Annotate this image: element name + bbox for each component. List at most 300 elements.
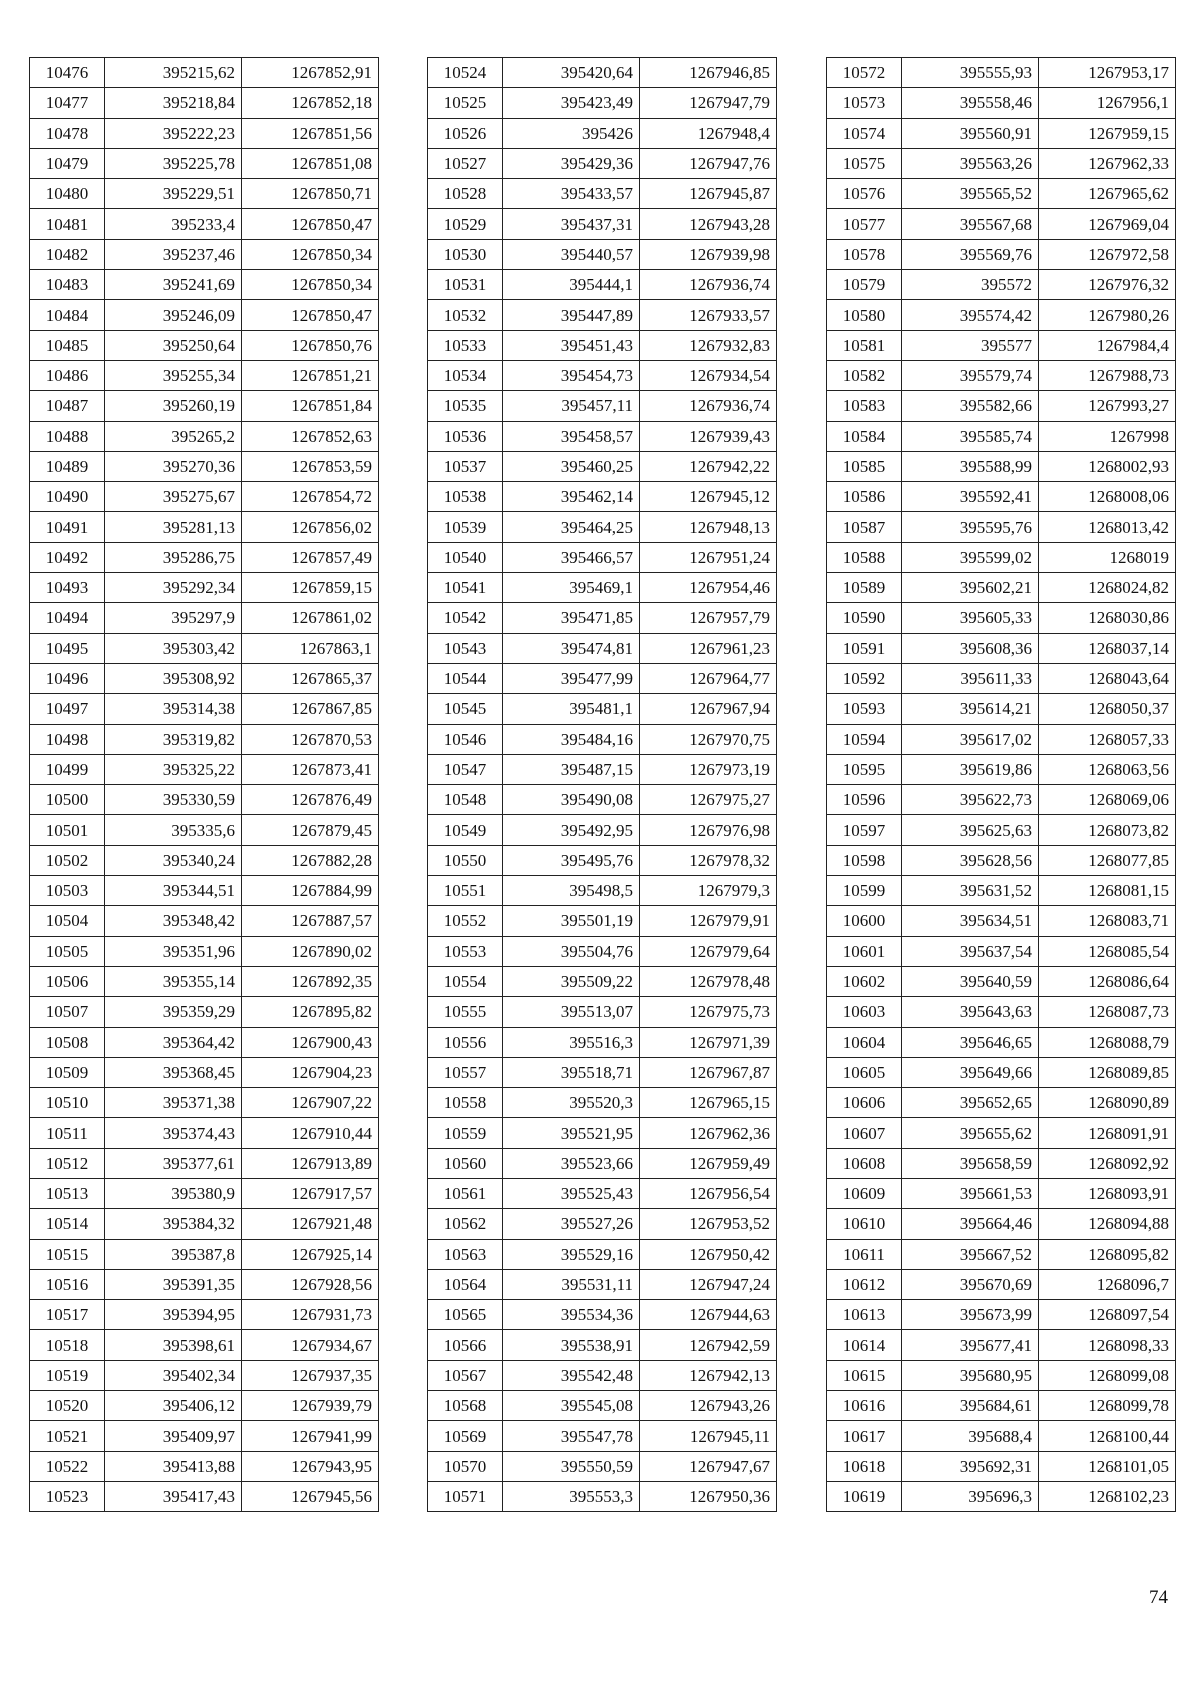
point-number-cell: 10486 xyxy=(30,360,105,390)
point-number-cell: 10563 xyxy=(428,1239,503,1269)
table-row xyxy=(428,270,777,300)
y-coordinate-cell: 1267965,15 xyxy=(640,1088,777,1118)
table-row xyxy=(827,1057,1176,1087)
point-number-cell: 10518 xyxy=(30,1330,105,1360)
x-coordinate-cell: 395314,38 xyxy=(105,694,242,724)
y-coordinate-cell: 1268092,92 xyxy=(1039,1148,1176,1178)
point-number-cell: 10488 xyxy=(30,421,105,451)
x-coordinate-cell: 395487,15 xyxy=(503,754,640,784)
table-row xyxy=(428,906,777,936)
y-coordinate-cell: 1267851,21 xyxy=(242,360,379,390)
y-coordinate-cell: 1267957,79 xyxy=(640,603,777,633)
x-coordinate-cell: 395614,21 xyxy=(902,694,1039,724)
x-coordinate-cell: 395555,93 xyxy=(902,58,1039,88)
table-row xyxy=(30,1421,379,1451)
y-coordinate-cell: 1268030,86 xyxy=(1039,603,1176,633)
y-coordinate-cell: 1267917,57 xyxy=(242,1178,379,1208)
x-coordinate-cell: 395477,99 xyxy=(503,663,640,693)
y-coordinate-cell: 1267953,17 xyxy=(1039,58,1176,88)
table-row xyxy=(30,482,379,512)
x-coordinate-cell: 395409,97 xyxy=(105,1421,242,1451)
x-coordinate-cell: 395545,08 xyxy=(503,1391,640,1421)
x-coordinate-cell: 395569,76 xyxy=(902,239,1039,269)
table-row xyxy=(428,542,777,572)
table-row xyxy=(827,482,1176,512)
table-row xyxy=(428,88,777,118)
table-row xyxy=(827,1178,1176,1208)
point-number-cell: 10495 xyxy=(30,633,105,663)
point-number-cell: 10593 xyxy=(827,694,902,724)
point-number-cell: 10607 xyxy=(827,1118,902,1148)
table-row xyxy=(428,330,777,360)
x-coordinate-cell: 395364,42 xyxy=(105,1027,242,1057)
y-coordinate-cell: 1267925,14 xyxy=(242,1239,379,1269)
point-number-cell: 10562 xyxy=(428,1209,503,1239)
x-coordinate-cell: 395585,74 xyxy=(902,421,1039,451)
table-row xyxy=(30,906,379,936)
point-number-cell: 10530 xyxy=(428,239,503,269)
y-coordinate-cell: 1267859,15 xyxy=(242,573,379,603)
x-coordinate-cell: 395255,34 xyxy=(105,360,242,390)
x-coordinate-cell: 395319,82 xyxy=(105,724,242,754)
point-number-cell: 10485 xyxy=(30,330,105,360)
x-coordinate-cell: 395384,32 xyxy=(105,1209,242,1239)
y-coordinate-cell: 1267959,49 xyxy=(640,1148,777,1178)
y-coordinate-cell: 1267932,83 xyxy=(640,330,777,360)
point-number-cell: 10592 xyxy=(827,663,902,693)
y-coordinate-cell: 1267857,49 xyxy=(242,542,379,572)
x-coordinate-cell: 395394,95 xyxy=(105,1300,242,1330)
point-number-cell: 10552 xyxy=(428,906,503,936)
table-row xyxy=(827,845,1176,875)
y-coordinate-cell: 1268057,33 xyxy=(1039,724,1176,754)
table-row xyxy=(30,58,379,88)
y-coordinate-cell: 1267870,53 xyxy=(242,724,379,754)
table-row xyxy=(30,1057,379,1087)
table-row xyxy=(428,300,777,330)
y-coordinate-cell: 1267988,73 xyxy=(1039,360,1176,390)
point-number-cell: 10591 xyxy=(827,633,902,663)
point-number-cell: 10545 xyxy=(428,694,503,724)
point-number-cell: 10501 xyxy=(30,815,105,845)
x-coordinate-cell: 395377,61 xyxy=(105,1148,242,1178)
table-row xyxy=(827,633,1176,663)
table-row xyxy=(428,663,777,693)
table-row xyxy=(30,360,379,390)
point-number-cell: 10516 xyxy=(30,1269,105,1299)
y-coordinate-cell: 1268091,91 xyxy=(1039,1118,1176,1148)
point-number-cell: 10491 xyxy=(30,512,105,542)
y-coordinate-cell: 1267942,59 xyxy=(640,1330,777,1360)
table-row xyxy=(428,633,777,663)
x-coordinate-cell: 395447,89 xyxy=(503,300,640,330)
point-number-cell: 10517 xyxy=(30,1300,105,1330)
y-coordinate-cell: 1267945,87 xyxy=(640,179,777,209)
point-number-cell: 10476 xyxy=(30,58,105,88)
x-coordinate-cell: 395458,57 xyxy=(503,421,640,451)
x-coordinate-cell: 395599,02 xyxy=(902,542,1039,572)
x-coordinate-cell: 395608,36 xyxy=(902,633,1039,663)
point-number-cell: 10540 xyxy=(428,542,503,572)
point-number-cell: 10582 xyxy=(827,360,902,390)
y-coordinate-cell: 1267993,27 xyxy=(1039,391,1176,421)
table-row xyxy=(428,391,777,421)
table-row xyxy=(30,270,379,300)
x-coordinate-cell: 395292,34 xyxy=(105,573,242,603)
table-row xyxy=(30,421,379,451)
table-row xyxy=(30,1178,379,1208)
table-row xyxy=(30,1148,379,1178)
x-coordinate-cell: 395460,25 xyxy=(503,451,640,481)
y-coordinate-cell: 1267978,32 xyxy=(640,845,777,875)
table-row xyxy=(428,1118,777,1148)
x-coordinate-cell: 395680,95 xyxy=(902,1360,1039,1390)
y-coordinate-cell: 1267944,63 xyxy=(640,1300,777,1330)
point-number-cell: 10617 xyxy=(827,1421,902,1451)
point-number-cell: 10580 xyxy=(827,300,902,330)
y-coordinate-cell: 1267867,85 xyxy=(242,694,379,724)
x-coordinate-cell: 395368,45 xyxy=(105,1057,242,1087)
table-row xyxy=(827,1360,1176,1390)
y-coordinate-cell: 1267970,75 xyxy=(640,724,777,754)
point-number-cell: 10542 xyxy=(428,603,503,633)
table-row xyxy=(827,330,1176,360)
table-row xyxy=(827,966,1176,996)
table-row xyxy=(428,724,777,754)
x-coordinate-cell: 395325,22 xyxy=(105,754,242,784)
y-coordinate-cell: 1267979,91 xyxy=(640,906,777,936)
table-row xyxy=(428,1178,777,1208)
x-coordinate-cell: 395225,78 xyxy=(105,148,242,178)
y-coordinate-cell: 1267953,52 xyxy=(640,1209,777,1239)
x-coordinate-cell: 395501,19 xyxy=(503,906,640,936)
x-coordinate-cell: 395335,6 xyxy=(105,815,242,845)
point-number-cell: 10510 xyxy=(30,1088,105,1118)
table-row xyxy=(428,815,777,845)
table-row xyxy=(827,1451,1176,1481)
table-row xyxy=(428,1239,777,1269)
y-coordinate-cell: 1267998 xyxy=(1039,421,1176,451)
point-number-cell: 10538 xyxy=(428,482,503,512)
x-coordinate-cell: 395423,49 xyxy=(503,88,640,118)
table-row xyxy=(30,1391,379,1421)
y-coordinate-cell: 1267882,28 xyxy=(242,845,379,875)
point-number-cell: 10602 xyxy=(827,966,902,996)
page-number: 74 xyxy=(1149,1587,1168,1608)
x-coordinate-cell: 395344,51 xyxy=(105,876,242,906)
point-number-cell: 10512 xyxy=(30,1148,105,1178)
point-number-cell: 10490 xyxy=(30,482,105,512)
table-row xyxy=(827,754,1176,784)
table-row xyxy=(30,845,379,875)
x-coordinate-cell: 395498,5 xyxy=(503,876,640,906)
x-coordinate-cell: 395215,62 xyxy=(105,58,242,88)
x-coordinate-cell: 395550,59 xyxy=(503,1451,640,1481)
y-coordinate-cell: 1267921,48 xyxy=(242,1209,379,1239)
point-number-cell: 10526 xyxy=(428,118,503,148)
x-coordinate-cell: 395481,1 xyxy=(503,694,640,724)
table-row xyxy=(30,1088,379,1118)
x-coordinate-cell: 395340,24 xyxy=(105,845,242,875)
table-row xyxy=(428,936,777,966)
y-coordinate-cell: 1268098,33 xyxy=(1039,1330,1176,1360)
table-row xyxy=(428,1451,777,1481)
x-coordinate-cell: 395619,86 xyxy=(902,754,1039,784)
point-number-cell: 10568 xyxy=(428,1391,503,1421)
point-number-cell: 10583 xyxy=(827,391,902,421)
y-coordinate-cell: 1267873,41 xyxy=(242,754,379,784)
point-number-cell: 10523 xyxy=(30,1481,105,1511)
point-number-cell: 10484 xyxy=(30,300,105,330)
x-coordinate-cell: 395303,42 xyxy=(105,633,242,663)
x-coordinate-cell: 395579,74 xyxy=(902,360,1039,390)
x-coordinate-cell: 395625,63 xyxy=(902,815,1039,845)
table-row xyxy=(827,1269,1176,1299)
x-coordinate-cell: 395218,84 xyxy=(105,88,242,118)
y-coordinate-cell: 1267954,46 xyxy=(640,573,777,603)
x-coordinate-cell: 395572 xyxy=(902,270,1039,300)
y-coordinate-cell: 1268077,85 xyxy=(1039,845,1176,875)
point-number-cell: 10482 xyxy=(30,239,105,269)
point-number-cell: 10527 xyxy=(428,148,503,178)
coordinates-table-2 xyxy=(427,57,777,1512)
table-row xyxy=(827,1391,1176,1421)
y-coordinate-cell: 1267941,99 xyxy=(242,1421,379,1451)
table-row xyxy=(827,603,1176,633)
y-coordinate-cell: 1267975,27 xyxy=(640,785,777,815)
point-number-cell: 10536 xyxy=(428,421,503,451)
x-coordinate-cell: 395297,9 xyxy=(105,603,242,633)
point-number-cell: 10502 xyxy=(30,845,105,875)
x-coordinate-cell: 395634,51 xyxy=(902,906,1039,936)
table-row xyxy=(827,1300,1176,1330)
y-coordinate-cell: 1267975,73 xyxy=(640,997,777,1027)
x-coordinate-cell: 395371,38 xyxy=(105,1088,242,1118)
y-coordinate-cell: 1267965,62 xyxy=(1039,179,1176,209)
table-row xyxy=(30,391,379,421)
point-number-cell: 10534 xyxy=(428,360,503,390)
table-row xyxy=(827,118,1176,148)
table-row xyxy=(428,754,777,784)
table-row xyxy=(827,209,1176,239)
point-number-cell: 10478 xyxy=(30,118,105,148)
table-row xyxy=(827,451,1176,481)
table-row xyxy=(30,876,379,906)
point-number-cell: 10541 xyxy=(428,573,503,603)
y-coordinate-cell: 1268086,64 xyxy=(1039,966,1176,996)
point-number-cell: 10569 xyxy=(428,1421,503,1451)
x-coordinate-cell: 395677,41 xyxy=(902,1330,1039,1360)
table-row xyxy=(827,694,1176,724)
point-number-cell: 10556 xyxy=(428,1027,503,1057)
y-coordinate-cell: 1267979,64 xyxy=(640,936,777,966)
point-number-cell: 10579 xyxy=(827,270,902,300)
x-coordinate-cell: 395466,57 xyxy=(503,542,640,572)
y-coordinate-cell: 1267943,28 xyxy=(640,209,777,239)
x-coordinate-cell: 395520,3 xyxy=(503,1088,640,1118)
x-coordinate-cell: 395464,25 xyxy=(503,512,640,542)
point-number-cell: 10496 xyxy=(30,663,105,693)
x-coordinate-cell: 395582,66 xyxy=(902,391,1039,421)
table-row xyxy=(30,724,379,754)
x-coordinate-cell: 395696,3 xyxy=(902,1481,1039,1511)
x-coordinate-cell: 395673,99 xyxy=(902,1300,1039,1330)
point-number-cell: 10598 xyxy=(827,845,902,875)
y-coordinate-cell: 1267852,18 xyxy=(242,88,379,118)
table-row xyxy=(827,815,1176,845)
table-row xyxy=(827,1027,1176,1057)
x-coordinate-cell: 395391,35 xyxy=(105,1269,242,1299)
coordinates-table-3 xyxy=(826,57,1176,1512)
table-row xyxy=(30,815,379,845)
table-row xyxy=(428,482,777,512)
y-coordinate-cell: 1267947,24 xyxy=(640,1269,777,1299)
x-coordinate-cell: 395437,31 xyxy=(503,209,640,239)
y-coordinate-cell: 1267876,49 xyxy=(242,785,379,815)
y-coordinate-cell: 1267961,23 xyxy=(640,633,777,663)
y-coordinate-cell: 1267962,36 xyxy=(640,1118,777,1148)
point-number-cell: 10570 xyxy=(428,1451,503,1481)
table-row xyxy=(827,88,1176,118)
x-coordinate-cell: 395429,36 xyxy=(503,148,640,178)
table-row xyxy=(428,1360,777,1390)
y-coordinate-cell: 1267976,98 xyxy=(640,815,777,845)
x-coordinate-cell: 395492,95 xyxy=(503,815,640,845)
point-number-cell: 10590 xyxy=(827,603,902,633)
x-coordinate-cell: 395444,1 xyxy=(503,270,640,300)
x-coordinate-cell: 395420,64 xyxy=(503,58,640,88)
x-coordinate-cell: 395646,65 xyxy=(902,1027,1039,1057)
table-row xyxy=(30,118,379,148)
point-number-cell: 10503 xyxy=(30,876,105,906)
table-row xyxy=(428,1057,777,1087)
x-coordinate-cell: 395504,76 xyxy=(503,936,640,966)
y-coordinate-cell: 1268096,7 xyxy=(1039,1269,1176,1299)
x-coordinate-cell: 395670,69 xyxy=(902,1269,1039,1299)
point-number-cell: 10581 xyxy=(827,330,902,360)
x-coordinate-cell: 395655,62 xyxy=(902,1118,1039,1148)
point-number-cell: 10567 xyxy=(428,1360,503,1390)
x-coordinate-cell: 395286,75 xyxy=(105,542,242,572)
x-coordinate-cell: 395518,71 xyxy=(503,1057,640,1087)
x-coordinate-cell: 395661,53 xyxy=(902,1178,1039,1208)
table-row xyxy=(30,148,379,178)
y-coordinate-cell: 1267943,95 xyxy=(242,1451,379,1481)
x-coordinate-cell: 395563,26 xyxy=(902,148,1039,178)
y-coordinate-cell: 1267971,39 xyxy=(640,1027,777,1057)
point-number-cell: 10533 xyxy=(428,330,503,360)
point-number-cell: 10574 xyxy=(827,118,902,148)
table-row xyxy=(428,694,777,724)
table-row xyxy=(30,1118,379,1148)
y-coordinate-cell: 1267962,33 xyxy=(1039,148,1176,178)
point-number-cell: 10577 xyxy=(827,209,902,239)
point-number-cell: 10504 xyxy=(30,906,105,936)
y-coordinate-cell: 1267948,13 xyxy=(640,512,777,542)
y-coordinate-cell: 1268087,73 xyxy=(1039,997,1176,1027)
y-coordinate-cell: 1267943,26 xyxy=(640,1391,777,1421)
point-number-cell: 10522 xyxy=(30,1451,105,1481)
y-coordinate-cell: 1267853,59 xyxy=(242,451,379,481)
x-coordinate-cell: 395426 xyxy=(503,118,640,148)
y-coordinate-cell: 1267973,19 xyxy=(640,754,777,784)
y-coordinate-cell: 1267976,32 xyxy=(1039,270,1176,300)
x-coordinate-cell: 395246,09 xyxy=(105,300,242,330)
y-coordinate-cell: 1268102,23 xyxy=(1039,1481,1176,1511)
y-coordinate-cell: 1267850,76 xyxy=(242,330,379,360)
y-coordinate-cell: 1267851,56 xyxy=(242,118,379,148)
y-coordinate-cell: 1267884,99 xyxy=(242,876,379,906)
x-coordinate-cell: 395433,57 xyxy=(503,179,640,209)
table-row xyxy=(827,876,1176,906)
point-number-cell: 10479 xyxy=(30,148,105,178)
y-coordinate-cell: 1267956,1 xyxy=(1039,88,1176,118)
point-number-cell: 10601 xyxy=(827,936,902,966)
y-coordinate-cell: 1267967,94 xyxy=(640,694,777,724)
point-number-cell: 10529 xyxy=(428,209,503,239)
x-coordinate-cell: 395692,31 xyxy=(902,1451,1039,1481)
y-coordinate-cell: 1268099,08 xyxy=(1039,1360,1176,1390)
x-coordinate-cell: 395523,66 xyxy=(503,1148,640,1178)
y-coordinate-cell: 1267851,08 xyxy=(242,148,379,178)
x-coordinate-cell: 395417,43 xyxy=(105,1481,242,1511)
x-coordinate-cell: 395553,3 xyxy=(503,1481,640,1511)
table-row xyxy=(428,148,777,178)
x-coordinate-cell: 395457,11 xyxy=(503,391,640,421)
x-coordinate-cell: 395649,66 xyxy=(902,1057,1039,1087)
x-coordinate-cell: 395222,23 xyxy=(105,118,242,148)
y-coordinate-cell: 1267937,35 xyxy=(242,1360,379,1390)
y-coordinate-cell: 1268090,89 xyxy=(1039,1088,1176,1118)
x-coordinate-cell: 395560,91 xyxy=(902,118,1039,148)
y-coordinate-cell: 1268063,56 xyxy=(1039,754,1176,784)
y-coordinate-cell: 1267895,82 xyxy=(242,997,379,1027)
y-coordinate-cell: 1268013,42 xyxy=(1039,512,1176,542)
x-coordinate-cell: 395567,68 xyxy=(902,209,1039,239)
table-row xyxy=(30,300,379,330)
table-row xyxy=(30,1027,379,1057)
point-number-cell: 10483 xyxy=(30,270,105,300)
y-coordinate-cell: 1267913,89 xyxy=(242,1148,379,1178)
y-coordinate-cell: 1267980,26 xyxy=(1039,300,1176,330)
y-coordinate-cell: 1267978,48 xyxy=(640,966,777,996)
point-number-cell: 10507 xyxy=(30,997,105,1027)
x-coordinate-cell: 395265,2 xyxy=(105,421,242,451)
y-coordinate-cell: 1268073,82 xyxy=(1039,815,1176,845)
table-row xyxy=(428,1088,777,1118)
y-coordinate-cell: 1268037,14 xyxy=(1039,633,1176,663)
x-coordinate-cell: 395622,73 xyxy=(902,785,1039,815)
point-number-cell: 10550 xyxy=(428,845,503,875)
table-row xyxy=(428,209,777,239)
table-row xyxy=(428,1209,777,1239)
point-number-cell: 10608 xyxy=(827,1148,902,1178)
y-coordinate-cell: 1267967,87 xyxy=(640,1057,777,1087)
point-number-cell: 10559 xyxy=(428,1118,503,1148)
point-number-cell: 10609 xyxy=(827,1178,902,1208)
x-coordinate-cell: 395538,91 xyxy=(503,1330,640,1360)
point-number-cell: 10497 xyxy=(30,694,105,724)
table-row xyxy=(428,239,777,269)
table-row xyxy=(827,1481,1176,1511)
y-coordinate-cell: 1268043,64 xyxy=(1039,663,1176,693)
table-row xyxy=(428,1421,777,1451)
table-row xyxy=(30,966,379,996)
point-number-cell: 10493 xyxy=(30,573,105,603)
point-number-cell: 10547 xyxy=(428,754,503,784)
x-coordinate-cell: 395637,54 xyxy=(902,936,1039,966)
point-number-cell: 10498 xyxy=(30,724,105,754)
